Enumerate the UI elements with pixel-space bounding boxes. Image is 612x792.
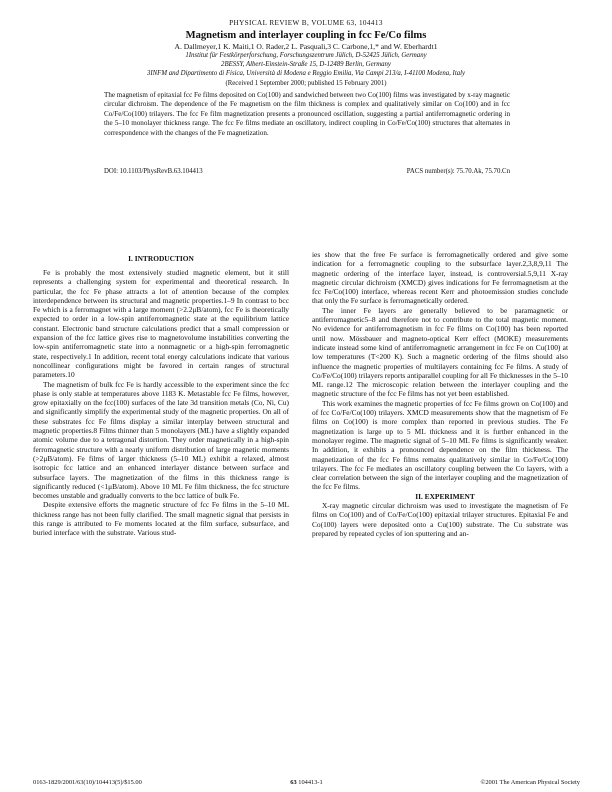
footer-copyright: ©2001 The American Physical Society [480, 779, 580, 786]
affiliation-2: 2BESSY, Albert-Einstein-Straße 15, D-12489 Berlin, Germany [221, 61, 391, 68]
paper-title: Magnetism and interlayer coupling in fcc Fe/Co films [185, 30, 427, 41]
page-footer [33, 779, 580, 786]
paragraph: X-ray magnetic circular dichroism was used to investigate the magnetism of Fe films on Co(100) and of Co/Fe/Co(100) epitaxial trilayer structures. Epitaxial Fe and Co(100) layers were deposited onto a Cu(100) substrate. The Cu substrate was prepared by repeated cycles of ion sputtering and an- [312, 501, 568, 538]
paragraph: Fe is probably the most extensively studied magnetic element, but it still represents a challenging system for experimental and theoretical research. In particular, the fcc Fe phase attracts a lot of attention because of the complex interdependence between its structural and magnetic properties.1–9 In contrast to bcc Fe which is a ferromagnet with a large moment (>2.2μB/atom), fcc Fe is theoretically expected to order in a low-spin antiferromagnetic state at the equilibrium lattice constant. Electronic band structure calculations predict that a small compression or expansion of the fcc lattice gives rise to magnetovolume instabilities converting the low-spin antiferromagnetic state into a nonmagnetic or a high-spin ferromagnetic state, respectively.1 In addition, recent total energy calculations indicate that various noncollinear configurations might be favored in certain ranges of structural parameters.10 [33, 268, 289, 380]
paragraph: The inner Fe layers are generally believed to be paramagnetic or antiferromagnetic5–8 and therefore not to contribute to the total magnetic moment. No evidence for antiferromagnetism in fcc Fe films on Co(100) has been reported until now. Mössbauer and magneto-optical Kerr effect (MOKE) measurements indicate instead some kind of antiferromagnetic arrangement in fcc Fe on Cu(100) at low temperatures (T<200 K). Such a magnetic ordering of the films should also influence the magnetic properties of multilayers containing fcc Fe films. A study of Co/Fe/Co(100) trilayers reports antiparallel coupling for all Fe thicknesses in the 5–10 ML range.12 The microscopic relation between the interlayer coupling and the magnetic structure of the fcc Fe films has not yet been established. [312, 305, 568, 399]
abstract: The magnetism of epitaxial fcc Fe films deposited on Co(100) and sandwiched between two Co(100) films was investigated by x-ray magnetic circular dichroism. The dependence of the Fe magnetism on the film thickness is complex and qualitatively similar on Co(100) and in fcc Co/Fe/Co(100) trilayers. The fcc Fe film magnetization presents a pronounced oscillation, suggesting a partial antiferromagnetic ordering in the 5–10 monolayer thickness range. The fcc Fe films mediate an oscillatory, indirect coupling in Co/Fe/Co(100) structures that alternates in correspondence with the changes of the Fe magnetization. [104, 91, 510, 137]
paragraph: ies show that the free Fe surface is ferromagnetically ordered and give some indication for a ferromagnetic coupling to the subsurface layer.2,3,8,9,11 The magnetic ordering of the interface layer, instead, is controversial.5,9,11 X-ray magnetic circular dichroism (XMCD) gives indications for Fe ferromagnetism at the fcc Fe/Co(100) interface, whereas recent Kerr and photoemission studies conclude that only the Fe surface is ferromagnetically ordered. [312, 250, 568, 306]
affiliation-1: 1Institut für Festkörperforschung, Forschungszentrum Jülich, D-52425 Jülich, Germany [185, 52, 427, 59]
doi-line [104, 168, 510, 175]
pacs-numbers: PACS number(s): 75.70.Ak, 75.70.Cn [406, 168, 510, 175]
intro-heading-wrap [33, 254, 289, 263]
section-heading-experiment: II. EXPERIMENT [415, 491, 475, 501]
footer-issn: 0163-1829/2001/63(10)/104413(5)/$15.00 [33, 779, 142, 786]
received-dates: (Received 1 September 2000; published 15 February 2001) [225, 80, 387, 87]
affiliation-3: 3INFM and Dipartimento di Fisica, Università di Modena e Reggio Emilia, Via Campi 213/a, I-41100 Modena, Italy [146, 70, 466, 77]
right-column [312, 250, 568, 538]
paragraph: Despite extensive efforts the magnetic structure of fcc Fe films in the 5–10 ML thickness range has not been fully clarified. The small magnetic signal that persists in this range is attributed to Fe moments located at the film surface, subsurface, and buried interface with the substrate. Various stud- [33, 500, 289, 538]
doi[interactable]: DOI: 10.1103/PhysRevB.63.104413 [104, 168, 203, 175]
author-list: A. Dallmeyer,1 K. Maiti,1 O. Rader,2 L. Pasquali,3 C. Carbone,1,* and W. Eberhardt1 [174, 42, 438, 51]
journal-header: PHYSICAL REVIEW B, VOLUME 63, 104413 [229, 19, 383, 27]
left-column [33, 268, 289, 538]
paragraph: This work examines the magnetic properties of fcc Fe films grown on Co(100) and of fcc Co/Fe/Co(100) trilayers. XMCD measurements show that the magnetism of Fe films on Co(100) is more complex than reported in previous studies. The Fe magnetization is large up to 5 ML thickness and it is further enhanced in the monolayer regime. The magnetic signal of 5–10 ML Fe films is significantly weaker. In addition, it exhibits a pronounced dependence on the film thickness. The magnetization of the fcc Fe films remains qualitatively similar in Co/Fe/Co(100) trilayers. The fcc Fe mediates an oscillatory coupling between the Co layers, with a clear correlation between the sign of the interlayer coupling and the magnetization of the fcc Fe films. [312, 398, 568, 492]
footer-volume: 63 [290, 779, 297, 786]
section-heading-introduction: I. INTRODUCTION [128, 254, 194, 263]
footer-article: 104413-1 [298, 779, 323, 786]
paragraph: The magnetism of bulk fcc Fe is hardly accessible to the experiment since the fcc phase is only stable at temperatures above 1183 K. Metastable fcc Fe films, however, grow epitaxially on the fcc(100) surfaces of the late 3d transition metals (Co, Ni, Cu) and significantly simplify the experimental study of the magnetic properties. On all of these substrates fcc Fe films display a similar interplay between structural and magnetic properties.8 Films thinner than 5 monolayers (ML) have a slightly expanded atomic volume due to a tetragonal distortion. They order magnetically in a high-spin ferromagnetic structure with a nearly uniform distribution of large magnetic moments (>2μB/atom). Fe films of larger thickness (5–10 ML) exhibit a relaxed, almost isotropic fcc lattice and an enhanced interlayer distance between surface and subsurface layers. The magnetization of the films in this thickness range is significantly reduced (<1μB/atom). Above 10 ML Fe film thickness, the fcc structure becomes unstable and gradually converts to the bcc lattice of bulk Fe. [33, 379, 289, 501]
